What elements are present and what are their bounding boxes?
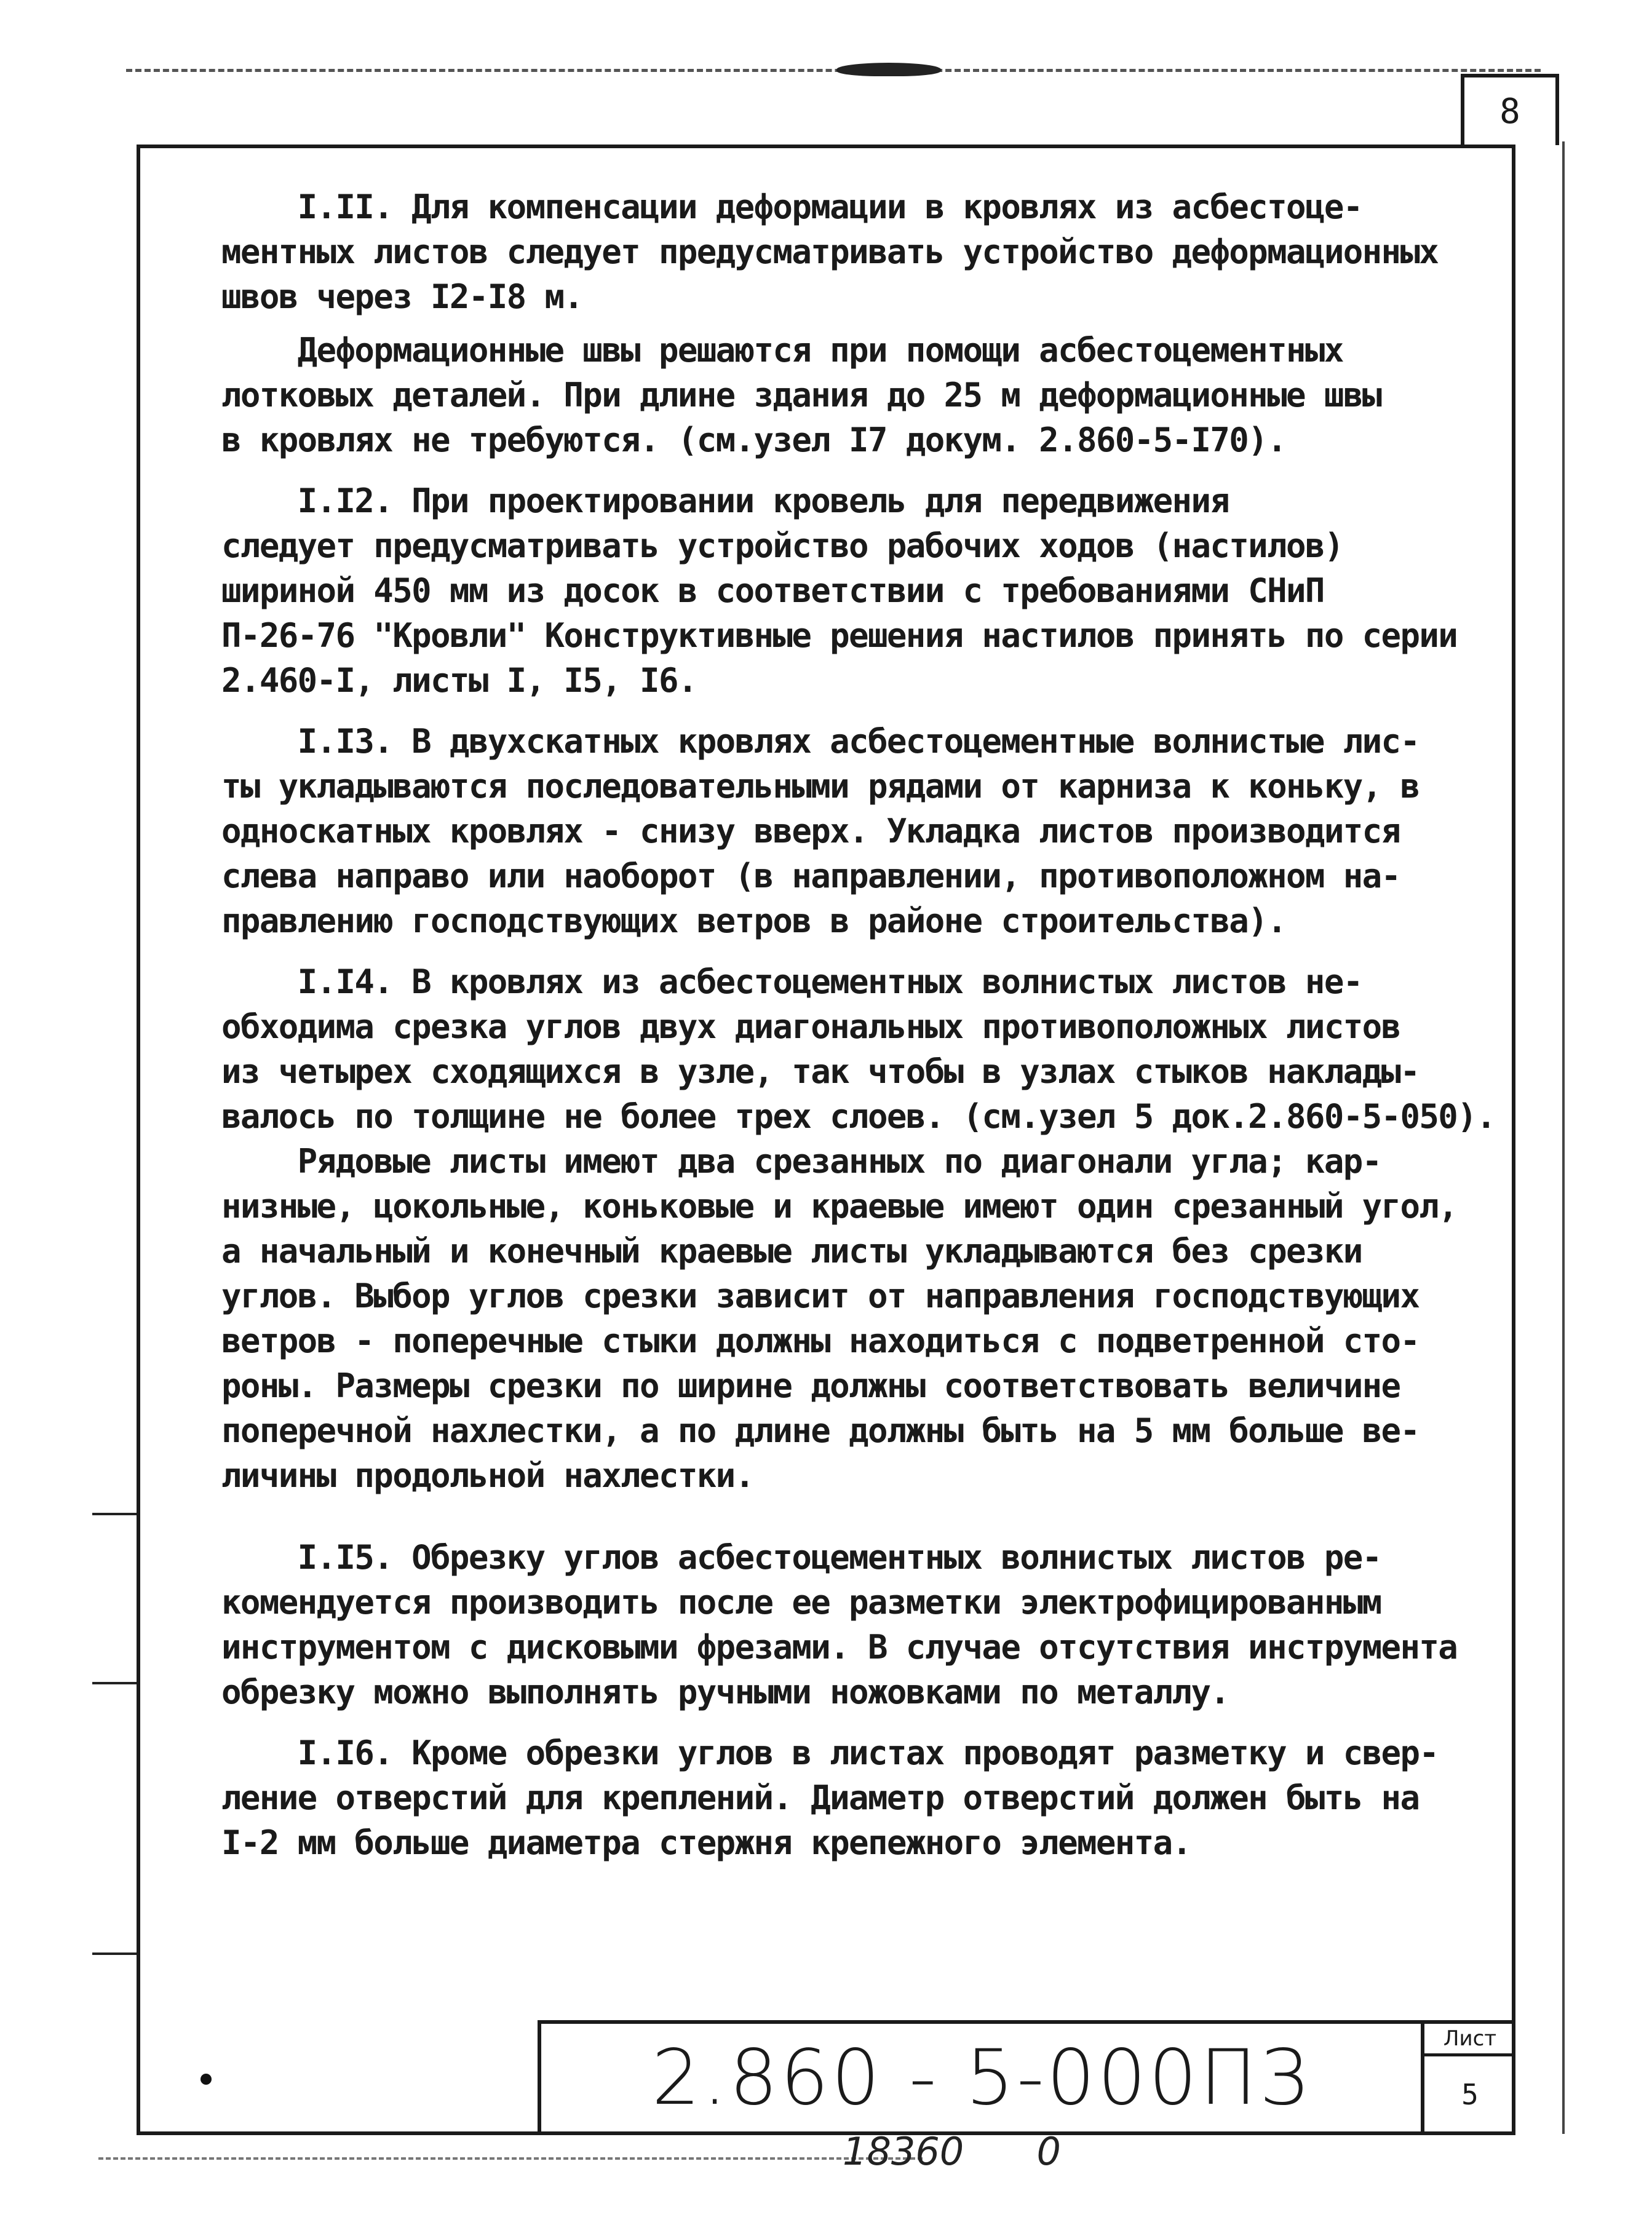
text-line: I.I4. В кровлях из асбестоцементных волнистых листов не-	[221, 962, 1362, 1001]
text-line: швов через I2-I8 м.	[221, 277, 583, 316]
text-line: а начальный и конечный краевые листы укладываются без срезки	[221, 1232, 1362, 1271]
text-line: ментных листов следует предусматривать устройство деформационных	[221, 232, 1439, 271]
text-line: I.II. Для компенсации деформации в кровлях из асбестоце-	[221, 188, 1362, 226]
text-line: ление отверстий для креплений. Диаметр отверстий должен быть на	[221, 1778, 1420, 1817]
text-line: I.I2. При проектировании кровель для передвижения	[221, 482, 1229, 520]
text-line: инструментом с дисковыми фрезами. В случае отсутствия инструмента	[221, 1628, 1458, 1667]
text-line: следует предусматривать устройство рабочих ходов (настилов)	[221, 526, 1343, 565]
text-line: правлению господствующих ветров в районе строительства).	[221, 902, 1287, 940]
paragraph-1-15	[221, 1535, 1501, 1715]
text-line: ветров - поперечные стыки должны находиться с подветренной сто-	[221, 1322, 1420, 1360]
page-number: 8	[1499, 91, 1520, 132]
page-frame-right-edge	[1512, 148, 1515, 2131]
paragraph-1-14-continued	[221, 1139, 1501, 1498]
paragraph-1-12	[221, 478, 1501, 703]
text-line: лотковых деталей. При длине здания до 25 м деформационные швы	[221, 376, 1381, 414]
text-line: низные, цокольные, коньковые и краевые имеют один срезанный угол,	[221, 1187, 1458, 1226]
text-line: поперечной нахлестки, а по длине должны быть на 5 мм больше ве-	[221, 1411, 1420, 1450]
text-line: роны. Размеры срезки по ширине должны соответствовать величине	[221, 1366, 1400, 1405]
text-line: односкатных кровлях - снизу вверх. Укладка листов производится	[221, 812, 1400, 850]
top-dashed-rule	[126, 69, 1541, 72]
document-body	[221, 184, 1501, 1865]
text-line: шириной 450 мм из досок в соответствии с требованиями СНиП	[221, 571, 1324, 610]
text-line: слева направо или наоборот (в направлении, противоположном на-	[221, 857, 1400, 895]
text-line: углов. Выбор углов срезки зависит от направления господствующих	[221, 1277, 1420, 1315]
text-line: I-2 мм больше диаметра стержня крепежного элемента.	[221, 1823, 1191, 1862]
text-line: личины продольной нахлестки.	[221, 1456, 754, 1495]
top-ink-smudge	[836, 63, 941, 76]
text-line: Рядовые листы имеют два срезанных по диагонали угла; кар-	[221, 1142, 1381, 1181]
sheet-number: 5	[1461, 2078, 1479, 2111]
text-line: обрезку можно выполнять ручными ножовками по металлу.	[221, 1673, 1229, 1711]
text-line: I.I6. Кроме обрезки углов в листах проводят разметку и свер-	[221, 1734, 1439, 1772]
right-scan-line	[1562, 141, 1565, 2134]
text-line: комендуется производить после ее разметки электрофицированным	[221, 1583, 1381, 1622]
title-block	[538, 2020, 1512, 2131]
sheet-cell	[1421, 2024, 1515, 2131]
text-line: ты укладываются последовательными рядами от карниза к коньку, в	[221, 767, 1420, 806]
text-line: валось по толщине не более трех слоев. (см.узел 5 док.2.860-5-050).	[221, 1097, 1496, 1136]
text-line: обходима срезка углов двух диагональных противоположных листов	[221, 1007, 1400, 1046]
text-line: из четырех сходящихся в узле, так чтобы в узлах стыков наклады-	[221, 1052, 1420, 1091]
sheet-label: Лист	[1424, 2024, 1515, 2056]
binding-tick	[92, 1682, 137, 1684]
binding-tick	[92, 1952, 137, 1955]
text-line: 2.460-I, листы I, I5, I6.	[221, 661, 697, 700]
paragraph-1-11	[221, 184, 1501, 319]
paragraph-1-16	[221, 1730, 1501, 1865]
paragraph-1-13	[221, 719, 1501, 943]
text-line: I.I3. В двухскатных кровлях асбестоцементные волнистые лис-	[221, 722, 1420, 761]
text-line: П-26-76 "Кровли" Конструктивные решения настилов принять по серии	[221, 616, 1458, 655]
binding-tick	[92, 1513, 137, 1515]
inventory-stamp: 18360 0	[843, 2129, 1061, 2174]
text-line: I.I5. Обрезку углов асбестоцементных волнистых листов ре-	[221, 1538, 1381, 1577]
paragraph-1-11-continued	[221, 328, 1501, 462]
paragraph-1-14	[221, 959, 1501, 1139]
bottom-dashed-rule	[98, 2157, 923, 2160]
document-code: 2.860 - 5-000ПЗ	[651, 2033, 1311, 2122]
page-number-box	[1461, 74, 1559, 145]
text-line: Деформационные швы решаются при помощи асбестоцементных	[221, 331, 1343, 370]
text-line: в кровлях не требуются. (см.узел I7 докум. 2.860-5-I70).	[221, 421, 1287, 459]
